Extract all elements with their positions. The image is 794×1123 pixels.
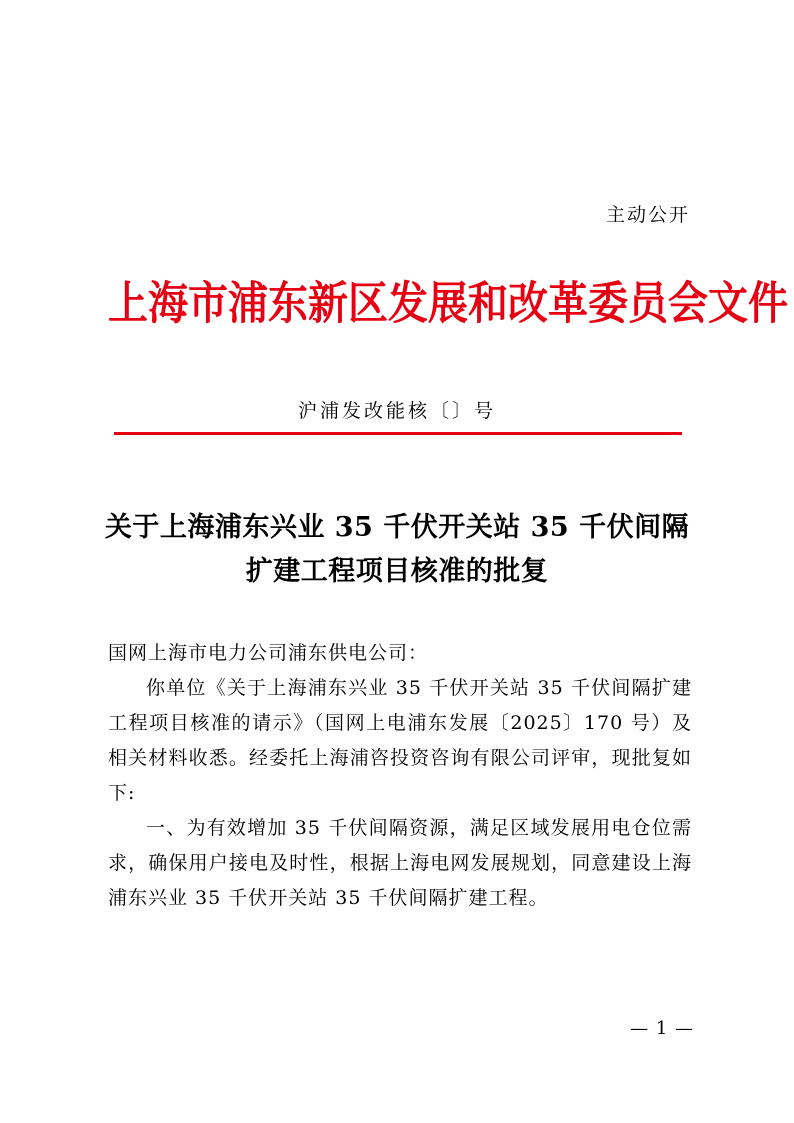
body-paragraph-2: 一、为有效增加 35 千伏间隔资源，满足区域发展用电仓位需求，确保用户接电及时性，根据上海电网发展规划，同意建设上海浦东兴业 35 千伏开关站 35 千伏间隔扩建工程。: [108, 817, 692, 909]
document-title-line-1: 关于上海浦东兴业 35 千伏开关站 35 千伏间隔: [104, 512, 690, 543]
red-divider-line: [114, 432, 682, 435]
disclosure-label: 主动公开: [605, 204, 690, 226]
masthead-title: 上海市浦东新区发展和改革委员会文件: [108, 276, 788, 330]
document-number: 沪浦发改能核〔〕号: [297, 400, 496, 422]
salutation: 国网上海市电力公司浦东供电公司：: [108, 642, 429, 664]
body-paragraph-1: 你单位《关于上海浦东兴业 35 千伏开关站 35 千伏间隔扩建工程项目核准的请示》（国网上电浦东发展〔2025〕170 号）及相关材料收悉。经委托上海浦咨投资咨询有限公司评审，现批复如下:: [108, 677, 692, 804]
page-number: — 1 —: [630, 1018, 694, 1039]
document-title-line-2: 扩建工程项目核准的批复: [245, 556, 549, 587]
document-title: [100, 506, 694, 594]
document-body: [108, 636, 692, 916]
